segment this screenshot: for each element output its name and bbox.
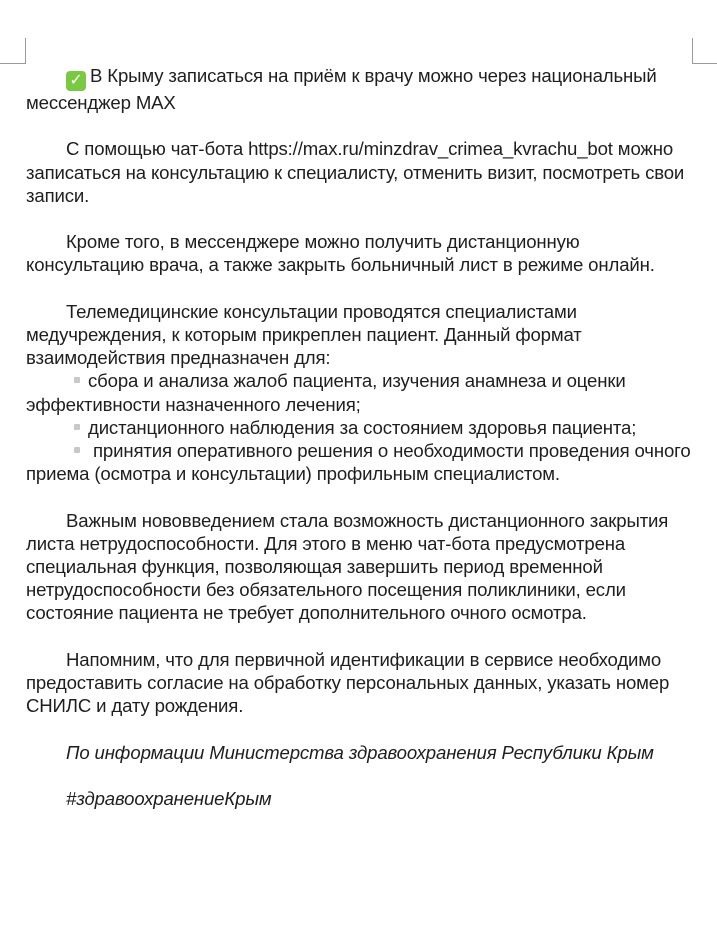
paragraph-identification: Напомним, что для первичной идентификации в сервисе необходимо предоставить согласие на обработку персональных данных, указать номер СНИЛС и дату рождения. [26, 648, 670, 717]
page-corner-mark-top-right [692, 38, 717, 64]
check-mark-button-icon: ✓ [66, 71, 86, 91]
document-title [26, 64, 696, 114]
bullet-icon [74, 377, 80, 383]
paragraph-remote-consultation: Кроме того, в мессенджере можно получить дистанционную консультацию врача, а также закрыть больничный лист в режиме онлайн. [26, 231, 655, 276]
paragraph-telemedicine: Телемедицинские консультации проводятся специалистами медучреждения, к которым прикреплен пациент. Данный формат взаимодействия предназначен для: [26, 300, 582, 369]
hashtag: #здравоохранениеКрым [66, 787, 272, 809]
document-page [26, 64, 696, 810]
list-item-text: сбора и анализа жалоб пациента, изучения анамнеза и оценки эффективности назначенного лечения; [26, 370, 626, 415]
bullet-icon [74, 447, 80, 453]
paragraph-chatbot: С помощью чат-бота https://max.ru/minzdrav_crimea_kvrachu_bot можно записаться на консультацию к специалисту, отменить визит, посмотреть свои записи. [26, 138, 685, 206]
list-item-text: принятия оперативного решения о необходимости проведения очного приема (осмотра и консультации) профильным специалистом. [26, 440, 691, 485]
bullet-icon [74, 424, 80, 430]
list-item [26, 369, 696, 415]
purpose-list [26, 369, 696, 485]
paragraph-sick-leave: Важным нововведением стала возможность дистанционного закрытия листа нетрудоспособности. Для этого в меню чат-бота предусмотрена специальная функция, позволяющая завершить период временной нетрудоспособности без обязательного посещения поликлиники, если состояние пациента не требует дополнительного очного осмотра. [26, 509, 669, 624]
list-item-text: дистанционного наблюдения за состоянием здоровья пациента; [88, 416, 637, 438]
page-corner-mark-top-left [0, 38, 26, 64]
document-title-text: В Крыму записаться на приём к врачу можно через национальный мессенджер MAX [26, 65, 657, 113]
list-item [26, 416, 696, 439]
source-attribution: По информации Министерства здравоохранения Республики Крым [66, 741, 654, 763]
list-item [26, 439, 696, 485]
